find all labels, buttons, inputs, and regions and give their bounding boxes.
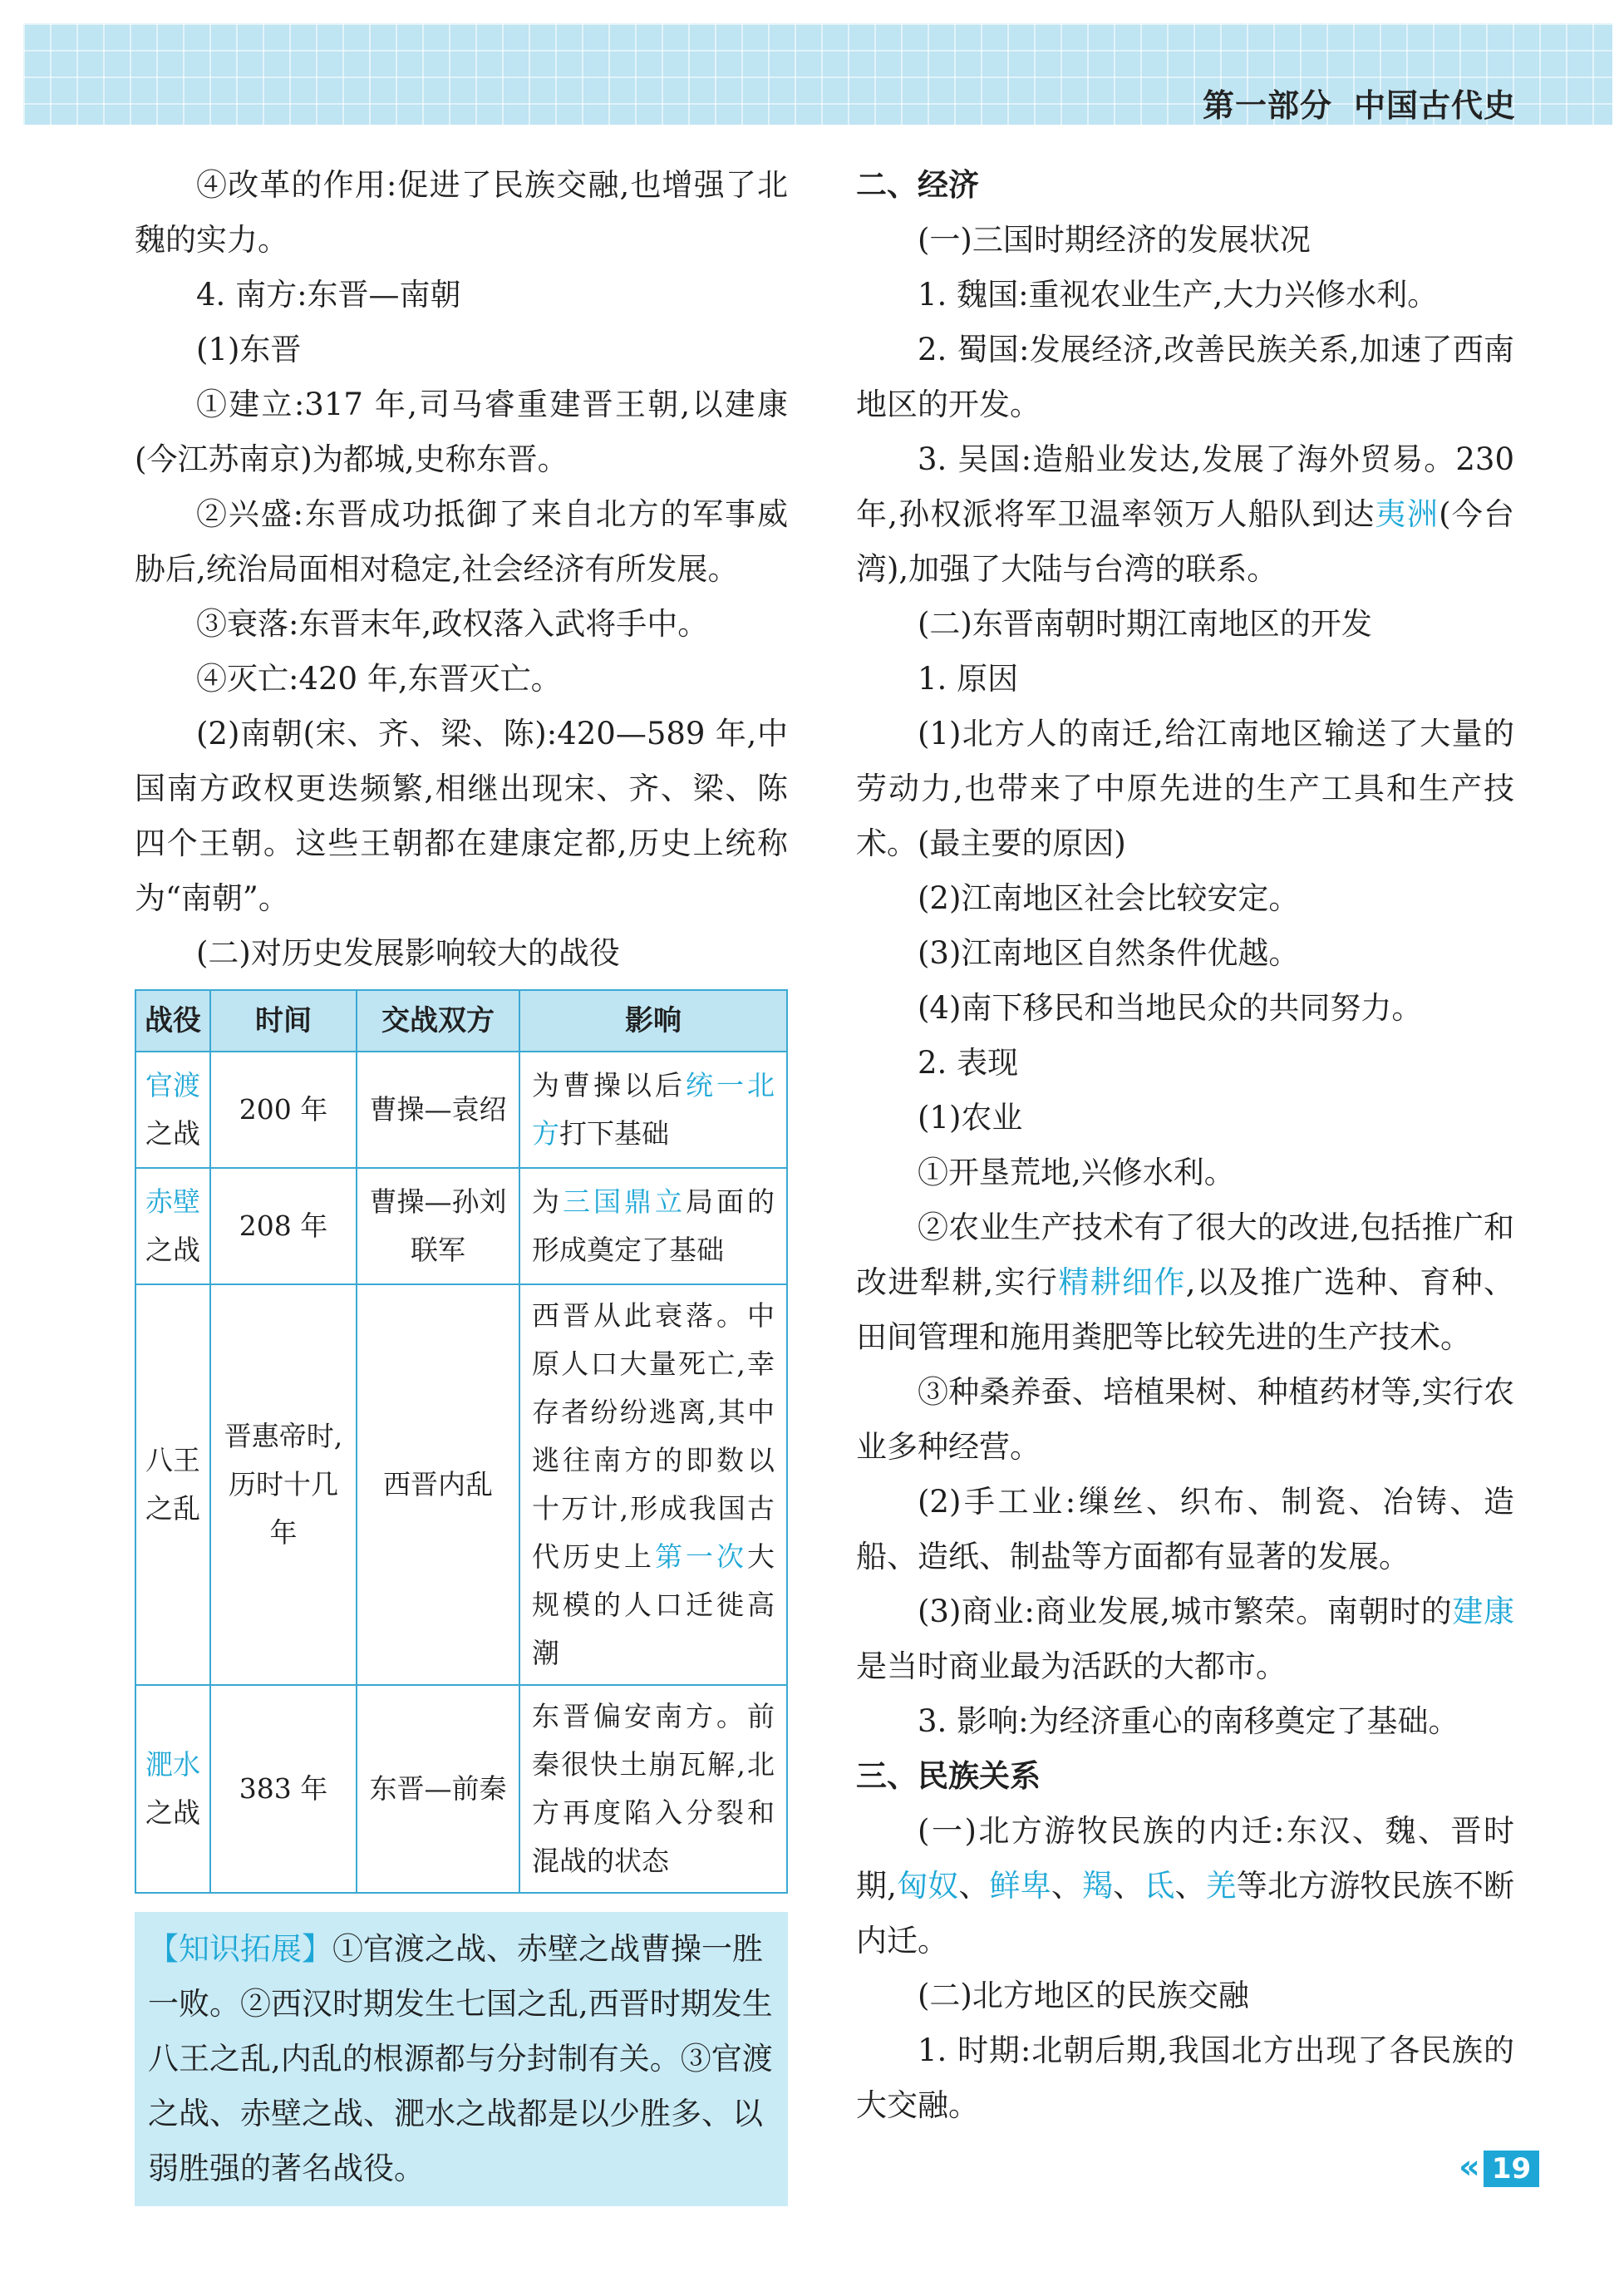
paragraph: ④灭亡:420 年,东晋灭亡。: [196, 661, 562, 697]
col-header: 时间: [210, 990, 357, 1052]
col-header: 战役: [135, 990, 210, 1052]
paragraph: ①开垦荒地,兴修水利。: [918, 1155, 1235, 1190]
battles-table: [135, 989, 788, 1894]
paragraph: 1. 时期:北朝后期,我国北方出现了各民族的大交融。: [856, 2032, 1514, 2123]
paragraph: 1. 魏国:重视农业生产,大力兴修水利。: [918, 277, 1439, 313]
paragraph: 1. 原因: [918, 661, 1019, 697]
knowledge-extension-box: [135, 1912, 788, 2206]
paragraph: (一)北方游牧民族的内迁:东汉、魏、晋时期,匈奴、鲜卑、羯、氐、羌等北方游牧民族不断内迁。: [856, 1813, 1515, 1958]
paragraph: ②兴盛:东晋成功抵御了来自北方的军事威胁后,统治局面相对稳定,社会经济有所发展。: [135, 496, 788, 587]
paragraph: ④改革的作用:促进了民族交融,也增强了北魏的实力。: [135, 167, 788, 258]
paragraph: (2)南朝(宋、齐、梁、陈):420—589 年,中国南方政权更迭频繁,相继出现宋、齐、梁、陈四个王朝。这些王朝都在建康定都,历史上统称为“南朝”。: [135, 716, 788, 916]
tip-text: ①官渡之战、赤壁之战曹操一胜一败。②西汉时期发生七国之乱,西晋时期发生八王之乱,内乱的根源都与分封制有关。③官渡之战、赤壁之战、淝水之战都是以少胜多、以弱胜强的著名战役。: [148, 1931, 773, 2186]
section-title: 中国古代史: [1353, 87, 1516, 124]
table-row: [135, 1052, 787, 1168]
part-label: 第一部分: [1202, 87, 1332, 124]
paragraph: (3)商业:商业发展,城市繁荣。南朝时的建康是当时商业最为活跃的大都市。: [856, 1594, 1515, 1684]
paragraph: 3. 吴国:造船业发达,发展了海外贸易。230 年,孙权派将军卫温率领万人船队到达夷洲(今台湾),加强了大陆与台湾的联系。: [856, 441, 1515, 587]
effect-cell: 东晋偏安南方。前秦很快土崩瓦解,北方再度陷入分裂和混战的状态: [519, 1685, 787, 1893]
paragraph: (2)手工业:缫丝、织布、制瓷、冶铸、造船、造纸、制盐等方面都有显著的发展。: [856, 1484, 1514, 1574]
table-row: [135, 1168, 787, 1284]
effect-cell: 为曹操以后统一北方打下基础: [519, 1052, 787, 1168]
paragraph: ③种桑养蚕、培植果树、种植药材等,实行农业多种经营。: [856, 1374, 1514, 1465]
page-number-value: 19: [1484, 2151, 1539, 2187]
paragraph: (一)三国时期经济的发展状况: [918, 222, 1311, 258]
col-header: 影响: [519, 990, 787, 1052]
right-column: [856, 158, 1514, 2133]
table-row: [135, 1685, 787, 1893]
table-row: [135, 1284, 787, 1685]
tip-tag: 【知识拓展】: [148, 1931, 332, 1967]
paragraph: 4. 南方:东晋—南朝: [196, 277, 461, 313]
paragraph: (二)东晋南朝时期江南地区的开发: [918, 606, 1372, 642]
table-header-row: [135, 990, 787, 1052]
sides-cell: 东晋—前秦: [357, 1685, 519, 1893]
sides-cell: 曹操—孙刘联军: [357, 1168, 519, 1284]
paragraph: (2)江南地区社会比较安定。: [918, 880, 1300, 916]
battle-cell: 赤壁 之战: [135, 1168, 210, 1284]
effect-cell: 西晋从此衰落。中原人口大量死亡,幸存者纷纷逃离,其中逃往南方的即数以十万计,形成我国古代历史上第一次大规模的人口迁徙高潮: [519, 1284, 787, 1685]
battle-cell: 八王 之乱: [135, 1284, 210, 1685]
double-chevron-left-icon: «: [1459, 2148, 1480, 2186]
sides-cell: 曹操—袁绍: [357, 1052, 519, 1168]
battle-cell: 官渡 之战: [135, 1052, 210, 1168]
section-heading: 二、经济: [856, 167, 979, 203]
effect-cell: 为三国鼎立局面的形成奠定了基础: [519, 1168, 787, 1284]
paragraph: 2. 蜀国:发展经济,改善民族关系,加速了西南地区的开发。: [856, 332, 1514, 422]
time-cell: 晋惠帝时,历时十几年: [210, 1284, 357, 1685]
paragraph: (4)南下移民和当地民众的共同努力。: [918, 990, 1423, 1026]
left-column: [135, 158, 788, 2206]
paragraph: ②农业生产技术有了很大的改进,包括推广和改进犁耕,实行精耕细作,以及推广选种、育种、田间管理和施用粪肥等比较先进的生产技术。: [856, 1210, 1515, 1355]
paragraph: (1)农业: [918, 1100, 1023, 1136]
paragraph: (二)北方地区的民族交融: [918, 1978, 1249, 2013]
battle-cell: 淝水 之战: [135, 1685, 210, 1893]
paragraph: (3)江南地区自然条件优越。: [918, 935, 1300, 971]
table-caption: (二)对历史发展影响较大的战役: [196, 935, 620, 971]
header-title: [1203, 85, 1516, 126]
paragraph: 2. 表现: [918, 1045, 1019, 1081]
sides-cell: 西晋内乱: [357, 1284, 519, 1685]
paragraph: (1)东晋: [196, 332, 302, 367]
col-header: 交战双方: [357, 990, 519, 1052]
paragraph: (1)北方人的南迁,给江南地区输送了大量的劳动力,也带来了中原先进的生产工具和生产技术。(最主要的原因): [856, 716, 1514, 861]
section-heading: 三、民族关系: [856, 1758, 1041, 1794]
time-cell: 208 年: [210, 1168, 357, 1284]
paragraph: 3. 影响:为经济重心的南移奠定了基础。: [918, 1703, 1459, 1739]
time-cell: 383 年: [210, 1685, 357, 1893]
paragraph: ①建立:317 年,司马睿重建晋王朝,以建康(今江苏南京)为都城,史称东晋。: [135, 387, 788, 477]
page-number: [1459, 2146, 1539, 2188]
paragraph: ③衰落:东晋末年,政权落入武将手中。: [196, 606, 709, 642]
time-cell: 200 年: [210, 1052, 357, 1168]
